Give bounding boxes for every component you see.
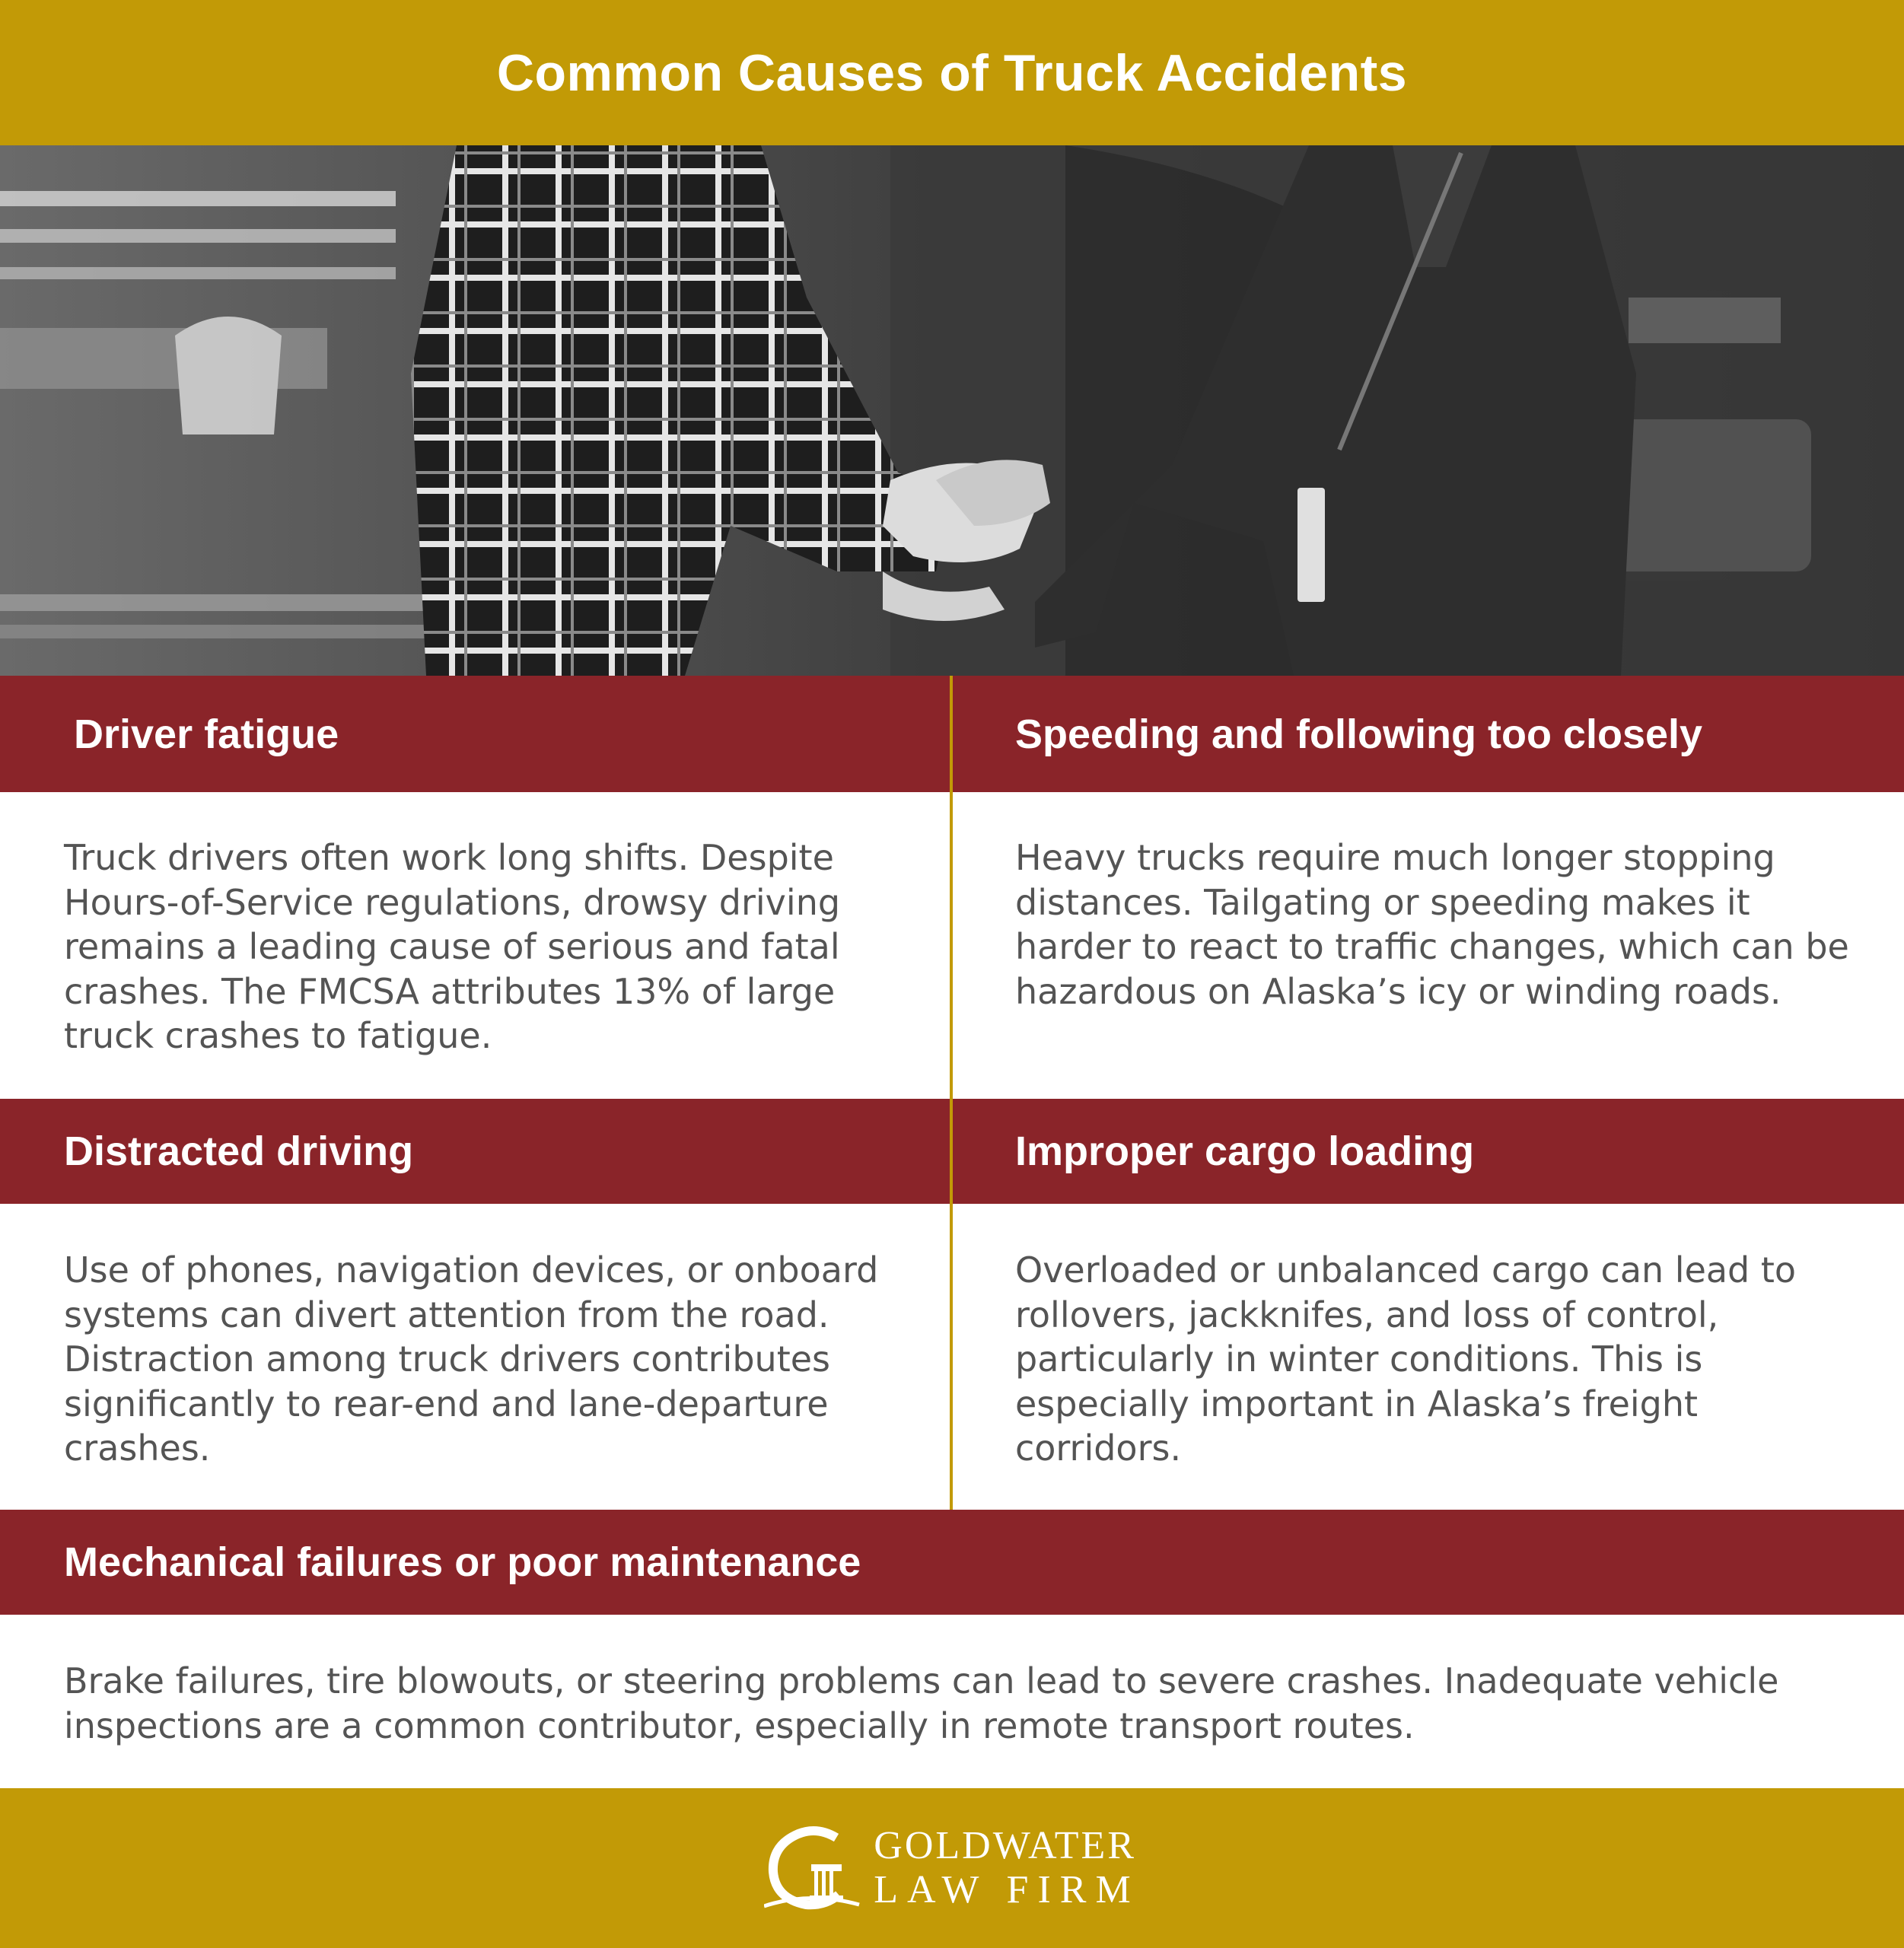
page-title: Common Causes of Truck Accidents <box>496 43 1408 102</box>
section-text-mechanical-failures: Brake failures, tire blowouts, or steering problems can lead to severe crashes. Inadequate vehicle inspections are a common contributor, especially in remote transport routes. <box>64 1660 1779 1746</box>
section-heading-mechanical-failures: Mechanical failures or poor maintenance <box>0 1510 1904 1615</box>
firm-logo <box>764 1822 1139 1914</box>
section-text-cargo-loading: Overloaded or unbalanced cargo can lead to rollovers, jackknifes, and loss of control, particularly in winter conditions. This is especially important in Alaska’s freight corridors. <box>1015 1249 1797 1469</box>
logo-text-goldwater: GOLDWATER <box>874 1824 1137 1867</box>
goldwater-g-icon <box>764 1822 863 1914</box>
section-text-distracted-driving: Use of phones, navigation devices, or onboard systems can divert attention from the road. Distraction among truck drivers contributes significantly to rear-end and lane-departure crashes. <box>64 1249 879 1469</box>
handshake-photo <box>0 145 1904 676</box>
logo-text-law-firm: LAW FIRM <box>874 1868 1140 1911</box>
section-heading-speeding: Speeding and following too closely <box>953 676 1904 792</box>
section-heading-distracted-driving: Distracted driving <box>0 1099 950 1204</box>
section-heading-cargo-loading: Improper cargo loading <box>953 1099 1904 1204</box>
section-text-driver-fatigue: Truck drivers often work long shifts. Despite Hours-of-Service regulations, drowsy driving remains a leading cause of serious and fatal crashes. The FMCSA attributes 13% of large truck crashes to fatigue. <box>64 837 841 1056</box>
column-divider <box>950 676 953 1510</box>
title-banner <box>0 0 1904 145</box>
section-heading-driver-fatigue: Driver fatigue <box>0 676 950 792</box>
section-text-speeding: Heavy trucks require much longer stopping distances. Tailgating or speeding makes it harder to react to traffic changes, which can be hazardous on Alaska’s icy or winding roads. <box>1015 837 1849 1012</box>
footer-banner <box>0 1788 1904 1948</box>
